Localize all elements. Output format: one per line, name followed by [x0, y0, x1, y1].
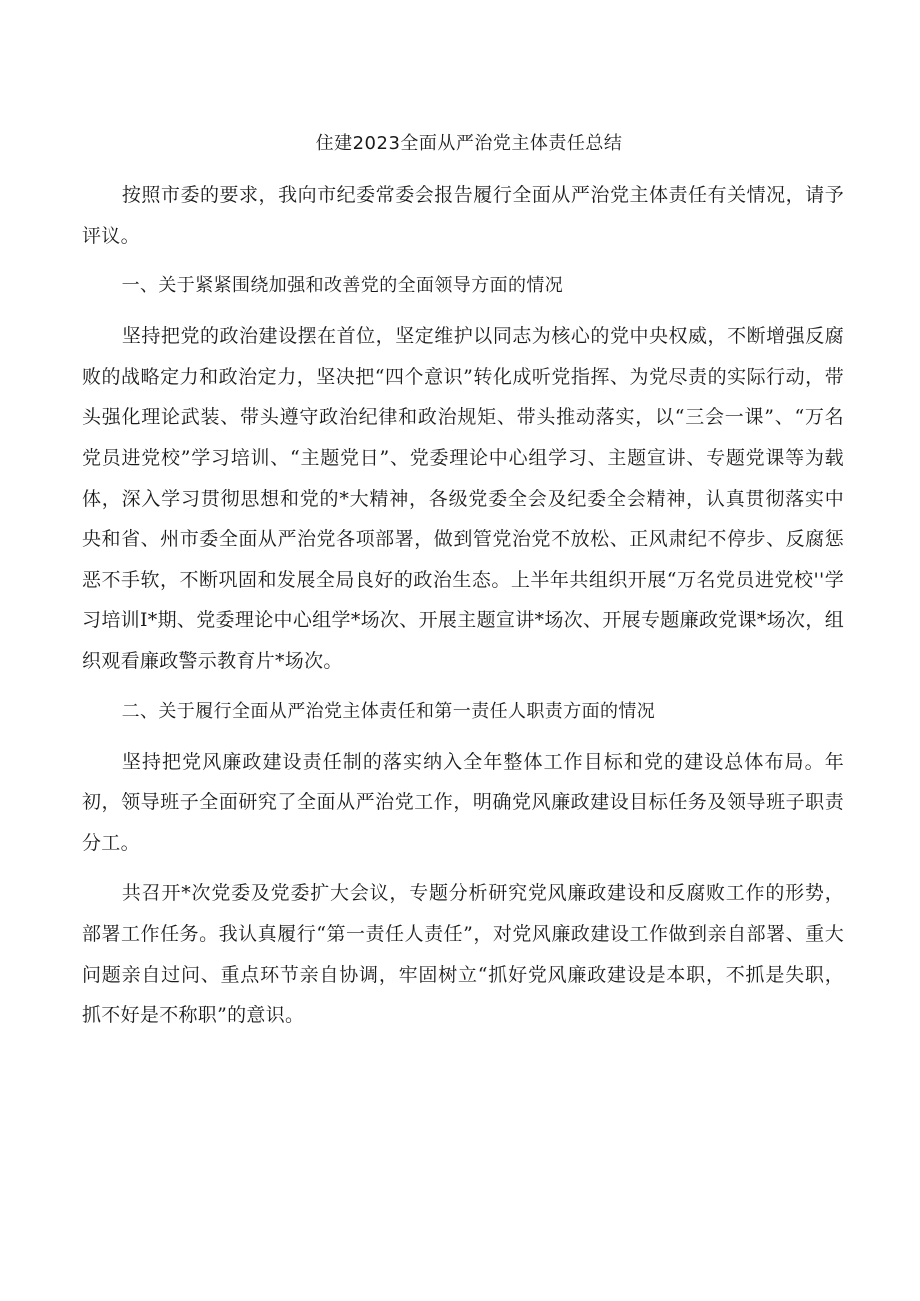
- intro-paragraph: 按照市委的要求，我向市纪委常委会报告履行全面从严治党主体责任有关情况，请予评议。: [82, 184, 844, 247]
- section-2-heading: 二、关于履行全面从严治党主体责任和第一责任人职责方面的情况: [121, 700, 656, 722]
- section-1-heading: 一、关于紧紧围绕加强和改善党的全面领导方面的情况: [121, 275, 564, 297]
- section-1-paragraph: 坚持把党的政治建设摆在首位，坚定维护以同志为核心的党中央权威，不断增强反腐败的战略定力和政治定力，坚决把“四个意识”转化成听党指挥、为党尽责的实际行动，带头强化理论武装、带头遵守政治纪律和政治规矩、带头推动落实，以“三会一课”、“万名党员进党校”学习培训、“主题党日”、党委理论中心组学习、主题宣讲、专题党课等为载体，深入学习贯彻思想和党的*大精神，各级党委全会及纪委全会精神，认真贯彻落实中央和省、州市委全面从严治党各项部署，做到管党治党不放松、正风肃纪不停步、反腐惩恶不手软，不断巩固和发展全局良好的政治生态。上半年共组织开展“万名党员进党校''学习培训I*期、党委理论中心组学*场次、开展主题宣讲*场次、开展专题廉政党课*场次，组织观看廉政警示教育片*场次。: [82, 325, 844, 672]
- document-title: 住建2023全面从严治党主体责任总结: [315, 133, 623, 154]
- section-2-paragraph-1: 坚持把党风廉政建设责任制的落实纳入全年整体工作目标和党的建设总体布局。年初，领导班子全面研究了全面从严治党工作，明确党风廉政建设目标任务及领导班子职责分工。: [82, 750, 844, 854]
- section-2-paragraph-2: 共召开*次党委及党委扩大会议，专题分析研究党风廉政建设和反腐败工作的形势，部署工作任务。我认真履行“第一责任人责任”，对党风廉政建设工作做到亲自部署、重大问题亲自过问、重点环节亲自协调，牢固树立“抓好党风廉政建设是本职，不抓是失职，抓不好是不称职”的意识。: [82, 882, 844, 1027]
- document-page: [82, 127, 844, 1046]
